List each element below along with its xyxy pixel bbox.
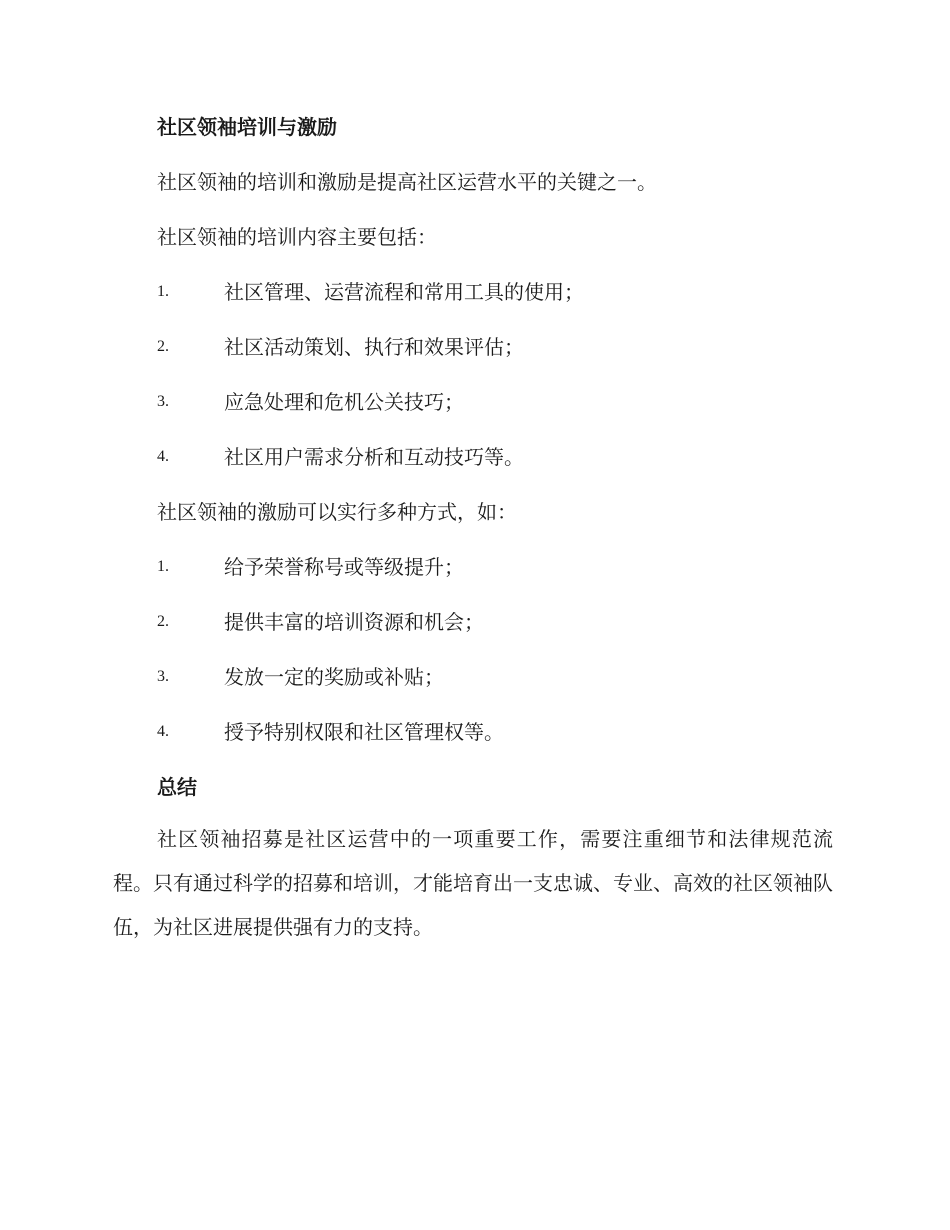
list-item-text: 发放一定的奖励或补贴； bbox=[224, 665, 444, 689]
section-title-training-incentive: 社区领袖培训与激励 bbox=[157, 115, 337, 139]
list-number: 3. bbox=[157, 668, 169, 685]
list-item-text: 应急处理和危机公关技巧； bbox=[224, 390, 464, 414]
list-number: 4. bbox=[157, 723, 169, 740]
list-number: 2. bbox=[157, 613, 169, 630]
list-number: 1. bbox=[157, 283, 169, 300]
list-item-text: 社区活动策划、执行和效果评估； bbox=[224, 335, 524, 359]
list-item-text: 社区管理、运营流程和常用工具的使用； bbox=[224, 280, 584, 304]
incentive-lead-paragraph: 社区领袖的激励可以实行多种方式，如： bbox=[157, 500, 517, 524]
list-item-text: 社区用户需求分析和互动技巧等。 bbox=[224, 445, 524, 469]
summary-paragraph: 社区领袖招募是社区运营中的一项重要工作，需要注重细节和法律规范流程。只有通过科学的招募和培训，才能培育出一支忠诚、专业、高效的社区领袖队伍，为社区进展提供强有力的支持。 bbox=[113, 827, 833, 939]
list-number: 2. bbox=[157, 338, 169, 355]
training-lead-paragraph: 社区领袖的培训内容主要包括： bbox=[157, 225, 437, 249]
list-number: 1. bbox=[157, 558, 169, 575]
list-item-text: 给予荣誉称号或等级提升； bbox=[224, 555, 464, 579]
list-number: 3. bbox=[157, 393, 169, 410]
list-number: 4. bbox=[157, 448, 169, 465]
list-item-text: 授予特别权限和社区管理权等。 bbox=[224, 720, 504, 744]
intro-paragraph: 社区领袖的培训和激励是提高社区运营水平的关键之一。 bbox=[157, 170, 657, 194]
section-title-summary: 总结 bbox=[157, 775, 197, 799]
list-item-text: 提供丰富的培训资源和机会； bbox=[224, 610, 484, 634]
